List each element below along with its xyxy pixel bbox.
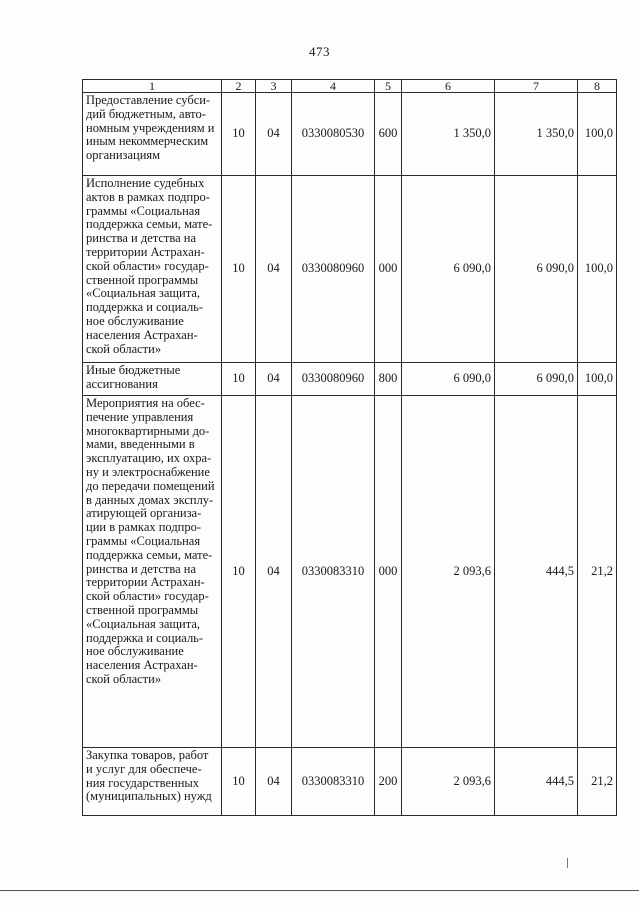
- description-line: атирующей организа-: [86, 506, 202, 521]
- target-article-code: 0330083310: [292, 396, 375, 748]
- executed-amount: 1 350,0: [495, 93, 578, 176]
- description-line: (муниципальных) нужд: [86, 789, 212, 804]
- column-number-1: 1: [83, 80, 222, 93]
- description-line: Мероприятия на обес-: [86, 396, 205, 410]
- execution-percent: 21,2: [578, 748, 617, 816]
- description-line: территории Астрахан-: [86, 575, 205, 590]
- description-line: ской области»: [86, 341, 162, 356]
- subsection-code: 04: [256, 176, 292, 363]
- subsection-code: 04: [256, 93, 292, 176]
- planned-amount: 2 093,6: [402, 396, 495, 748]
- execution-percent: 21,2: [578, 396, 617, 748]
- executed-amount: 444,5: [495, 748, 578, 816]
- description-line: Иные бюджетные: [86, 363, 181, 377]
- column-number-4: 4: [292, 80, 375, 93]
- description-line: организациям: [86, 148, 161, 163]
- row-description: [83, 93, 222, 176]
- description-line: ассигнования: [86, 376, 158, 391]
- executed-amount: 6 090,0: [495, 176, 578, 363]
- executed-amount: 6 090,0: [495, 363, 578, 396]
- bottom-rule: [0, 890, 639, 891]
- expense-type-code: 800: [375, 363, 402, 396]
- planned-amount: 1 350,0: [402, 93, 495, 176]
- description-line: дий бюджетным, авто-: [86, 106, 206, 121]
- planned-amount: 6 090,0: [402, 176, 495, 363]
- description-line: мами, введенными в: [86, 437, 195, 452]
- column-number-6: 6: [402, 80, 495, 93]
- target-article-code: 0330080960: [292, 176, 375, 363]
- executed-amount: 444,5: [495, 396, 578, 748]
- expense-type-code: 000: [375, 176, 402, 363]
- column-number-7: 7: [495, 80, 578, 93]
- description-line: ное обслуживание: [86, 644, 184, 659]
- description-line: поддержка и социаль-: [86, 630, 204, 645]
- description-line: населения Астрахан-: [86, 327, 198, 342]
- expense-type-code: 000: [375, 396, 402, 748]
- column-number-2: 2: [222, 80, 256, 93]
- execution-percent: 100,0: [578, 176, 617, 363]
- target-article-code: 0330083310: [292, 748, 375, 816]
- target-article-code: 0330080530: [292, 93, 375, 176]
- description-line: ской области» государ-: [86, 589, 209, 604]
- table-row: [83, 176, 617, 363]
- section-code: 10: [222, 176, 256, 363]
- description-line: ской области»: [86, 671, 162, 686]
- description-line: «Социальная защита,: [86, 286, 201, 301]
- planned-amount: 6 090,0: [402, 363, 495, 396]
- section-code: 10: [222, 93, 256, 176]
- description-line: ринства и детства на: [86, 231, 197, 246]
- description-line: территории Астрахан-: [86, 244, 205, 259]
- description-line: в данных домах эксплу-: [86, 492, 214, 507]
- description-line: номным учреждениям и: [86, 120, 215, 135]
- description-line: Закупка товаров, работ: [86, 748, 209, 762]
- page-number: 473: [309, 44, 330, 59]
- section-code: 10: [222, 748, 256, 816]
- description-line: поддержка семьи, мате-: [86, 217, 213, 232]
- scan-mark: [567, 858, 568, 868]
- expense-type-code: 200: [375, 748, 402, 816]
- subsection-code: 04: [256, 363, 292, 396]
- section-code: 10: [222, 396, 256, 748]
- description-line: актов в рамках подпро-: [86, 189, 210, 204]
- table-row: [83, 748, 617, 816]
- table-row: [83, 396, 617, 748]
- subsection-code: 04: [256, 396, 292, 748]
- description-line: населения Астрахан-: [86, 658, 198, 673]
- description-line: ринства и детства на: [86, 561, 197, 576]
- execution-percent: 100,0: [578, 93, 617, 176]
- description-line: граммы «Социальная: [86, 203, 201, 218]
- description-line: ное обслуживание: [86, 313, 184, 328]
- subsection-code: 04: [256, 748, 292, 816]
- table-row: [83, 363, 617, 396]
- column-number-5: 5: [375, 80, 402, 93]
- description-line: эксплуатацию, их охра-: [86, 451, 212, 466]
- description-line: ственной программы: [86, 272, 199, 287]
- planned-amount: 2 093,6: [402, 748, 495, 816]
- row-description: [83, 176, 222, 363]
- description-line: ской области» государ-: [86, 258, 209, 273]
- target-article-code: 0330080960: [292, 363, 375, 396]
- expense-type-code: 600: [375, 93, 402, 176]
- description-line: ственной программы: [86, 602, 199, 617]
- column-number-3: 3: [256, 80, 292, 93]
- table-row: [83, 93, 617, 176]
- description-line: граммы «Социальная: [86, 533, 201, 548]
- description-line: ну и электроснабжение: [86, 464, 210, 479]
- description-line: «Социальная защита,: [86, 616, 201, 631]
- description-line: иным некоммерческим: [86, 134, 209, 149]
- row-description: [83, 748, 222, 816]
- execution-percent: 100,0: [578, 363, 617, 396]
- column-number-8: 8: [578, 80, 617, 93]
- row-description: [83, 363, 222, 396]
- description-line: Предоставление субси-: [86, 93, 211, 107]
- description-line: ции в рамках подпро-: [86, 520, 202, 535]
- description-line: ния государственных: [86, 775, 200, 790]
- header-row: [83, 80, 617, 93]
- description-line: печение управления: [86, 409, 194, 424]
- description-line: и услуг для обеспече-: [86, 761, 202, 776]
- description-line: многоквартирными до-: [86, 423, 210, 438]
- budget-table: [82, 79, 617, 816]
- section-code: 10: [222, 363, 256, 396]
- description-line: до передачи помещений: [86, 478, 215, 493]
- description-line: Исполнение судебных: [86, 176, 205, 190]
- row-description: [83, 396, 222, 748]
- description-line: поддержка и социаль-: [86, 300, 204, 315]
- description-line: поддержка семьи, мате-: [86, 547, 213, 562]
